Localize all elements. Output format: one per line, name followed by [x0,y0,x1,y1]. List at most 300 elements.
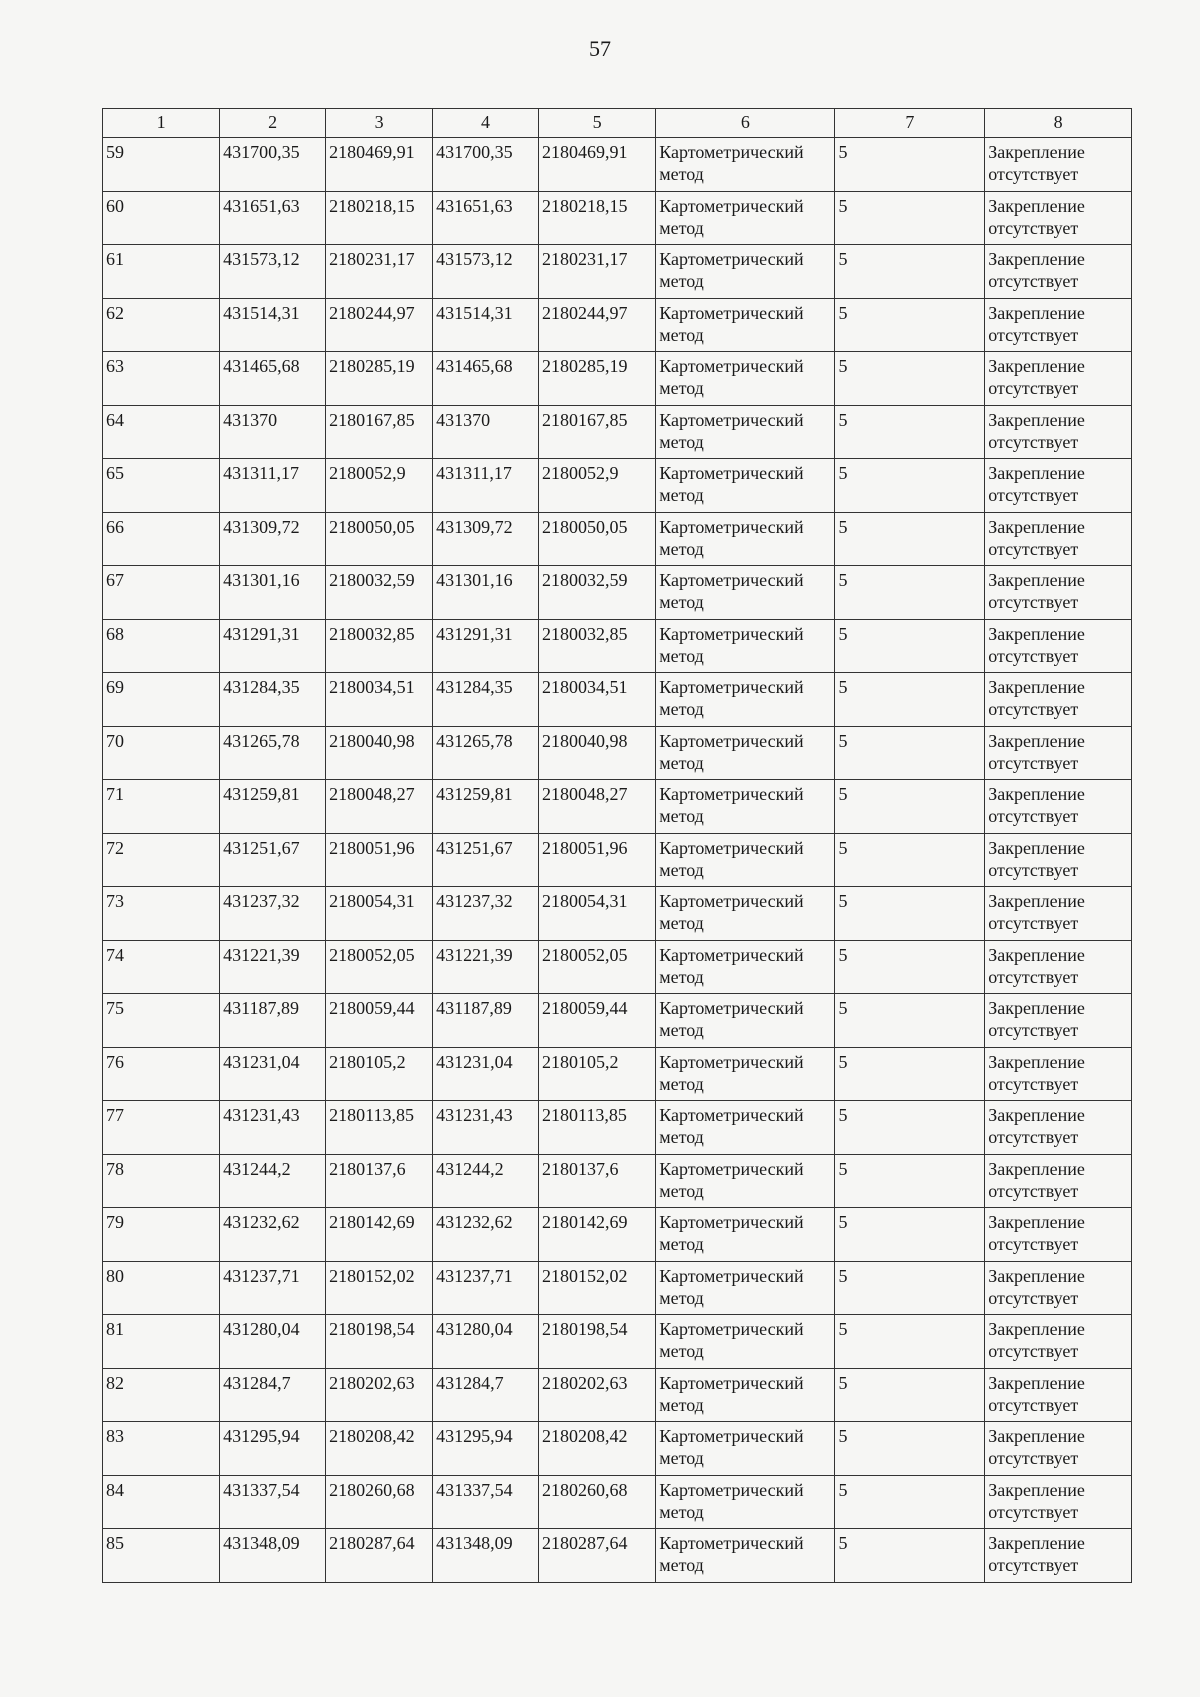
fixing-cell-text: Закрепление [988,516,1085,537]
method-cell-text: метод [659,324,704,345]
point-number-cell-text: 71 [106,784,124,804]
point-number-cell-text: 77 [106,1105,124,1125]
x-new-cell [433,1368,539,1422]
table-row [103,726,1132,780]
point-number-cell [103,1208,220,1262]
point-number-cell-text: 81 [106,1319,124,1339]
method-cell-text: Картометрический [659,784,804,804]
x-new-cell-text: 431295,94 [436,1426,513,1446]
fixing-cell-text: Закрепление [988,302,1085,323]
x-new-cell-text: 431284,35 [436,677,513,697]
x-old-cell-text: 431700,35 [223,142,300,162]
fixing-cell-text: отсутствует [988,271,1079,291]
method-cell [656,138,835,192]
fixing-cell-text: отсутствует [988,164,1079,184]
x-old-cell-text: 431265,78 [223,730,300,751]
x-new-cell [433,1422,539,1476]
y-new-cell-text: 2180244,97 [542,302,628,323]
y-old-cell-text: 2180051,96 [329,837,415,858]
accuracy-cell [835,1208,985,1262]
fixing-cell [985,191,1132,245]
fixing-cell [985,887,1132,941]
table-row [103,940,1132,994]
y-new-cell-text: 2180059,44 [542,998,628,1018]
fixing-cell-text: отсутствует [988,1448,1079,1468]
y-new-cell [539,245,656,299]
accuracy-cell [835,780,985,834]
x-new-cell [433,298,539,352]
x-old-cell-text: 431280,04 [223,1319,300,1339]
fixing-cell [985,1475,1132,1529]
x-old-cell-text: 431259,81 [223,784,300,804]
y-new-cell [539,512,656,566]
y-new-cell [539,994,656,1048]
method-cell [656,1101,835,1155]
method-cell [656,1047,835,1101]
method-cell [656,1154,835,1208]
method-cell-text: метод [659,217,704,238]
x-old-cell-text: 431311,17 [223,463,299,483]
fixing-cell [985,1154,1132,1208]
accuracy-cell [835,726,985,780]
x-new-cell-text: 431231,04 [436,1051,513,1072]
column-header: 6 [656,109,835,138]
accuracy-cell [835,1368,985,1422]
accuracy-cell [835,352,985,406]
x-old-cell [220,887,326,941]
y-new-cell-text: 2180051,96 [542,837,628,858]
x-old-cell [220,994,326,1048]
x-old-cell-text: 431514,31 [223,302,300,323]
fixing-cell-text: отсутствует [988,592,1079,612]
y-old-cell-text: 2180032,85 [329,623,415,644]
fixing-cell-text: Закрепление [988,570,1085,590]
method-cell-text: Картометрический [659,1051,804,1072]
accuracy-cell-text: 5 [838,1372,848,1393]
x-old-cell-text: 431309,72 [223,516,300,537]
accuracy-cell-text: 5 [838,570,848,590]
y-old-cell [326,459,433,513]
y-new-cell [539,619,656,673]
table-body [103,138,1132,1583]
x-old-cell [220,1422,326,1476]
y-new-cell-text: 2180105,2 [542,1051,619,1072]
x-new-cell [433,619,539,673]
fixing-cell [985,1422,1132,1476]
y-new-cell [539,940,656,994]
fixing-cell-text: Закрепление [988,784,1085,804]
method-cell [656,459,835,513]
table-row [103,887,1132,941]
x-old-cell-text: 431295,94 [223,1426,300,1446]
accuracy-cell-text: 5 [838,998,848,1018]
accuracy-cell [835,673,985,727]
x-new-cell [433,566,539,620]
accuracy-cell-text: 5 [838,463,848,483]
fixing-cell [985,405,1132,459]
fixing-cell [985,619,1132,673]
fixing-cell [985,512,1132,566]
accuracy-cell-text: 5 [838,1319,848,1339]
method-cell [656,1368,835,1422]
method-cell [656,1315,835,1369]
x-old-cell [220,1047,326,1101]
y-old-cell [326,566,433,620]
x-new-cell-text: 431280,04 [436,1319,513,1339]
accuracy-cell-text: 5 [838,784,848,804]
x-new-cell-text: 431337,54 [436,1479,513,1500]
method-cell-text: метод [659,1073,704,1094]
method-cell [656,726,835,780]
column-header: 8 [985,109,1132,138]
x-new-cell-text: 431348,09 [436,1533,513,1553]
accuracy-cell [835,1315,985,1369]
point-number-cell-text: 73 [106,891,124,911]
method-cell [656,994,835,1048]
fixing-cell-text: отсутствует [988,1180,1079,1201]
table-row [103,405,1132,459]
point-number-cell [103,1475,220,1529]
point-number-cell-text: 82 [106,1372,124,1393]
method-cell-text: Картометрический [659,1212,804,1232]
y-old-cell [326,1208,433,1262]
method-cell-text: метод [659,271,704,291]
accuracy-cell-text: 5 [838,1533,848,1553]
fixing-cell-text: Закрепление [988,1051,1085,1072]
x-new-cell [433,191,539,245]
x-old-cell-text: 431301,16 [223,570,300,590]
y-old-cell-text: 2180054,31 [329,891,415,911]
method-cell [656,298,835,352]
y-new-cell [539,352,656,406]
fixing-cell-text: отсутствует [988,645,1079,666]
point-number-cell-text: 65 [106,463,124,483]
fixing-cell-text: отсутствует [988,324,1079,345]
point-number-cell-text: 61 [106,249,124,269]
accuracy-cell [835,245,985,299]
point-number-cell-text: 79 [106,1212,124,1232]
point-number-cell [103,1529,220,1583]
method-cell-text: метод [659,1341,704,1361]
fixing-cell [985,298,1132,352]
table-row [103,780,1132,834]
table-row [103,1154,1132,1208]
x-old-cell [220,566,326,620]
y-new-cell-text: 2180052,05 [542,944,628,965]
fixing-cell [985,1315,1132,1369]
fixing-cell-text: Закрепление [988,1533,1085,1553]
method-cell [656,833,835,887]
x-new-cell [433,780,539,834]
point-number-cell [103,1315,220,1369]
method-cell-text: Картометрический [659,195,804,216]
fixing-cell-text: Закрепление [988,891,1085,911]
y-old-cell [326,833,433,887]
x-new-cell-text: 431370 [436,409,491,430]
table-row [103,619,1132,673]
y-new-cell-text: 2180287,64 [542,1533,628,1553]
table-row [103,1047,1132,1101]
x-old-cell [220,298,326,352]
y-old-cell-text: 2180231,17 [329,249,415,269]
accuracy-cell-text: 5 [838,944,848,965]
x-new-cell-text: 431573,12 [436,249,513,269]
fixing-cell-text: отсутствует [988,1341,1079,1361]
point-number-cell-text: 74 [106,944,124,965]
x-old-cell-text: 431237,32 [223,891,300,911]
table-row [103,1101,1132,1155]
y-old-cell [326,298,433,352]
fixing-cell-text: Закрепление [988,730,1085,751]
method-cell-text: Картометрический [659,623,804,644]
table-row [103,245,1132,299]
fixing-cell-text: Закрепление [988,463,1085,483]
method-cell [656,1261,835,1315]
x-old-cell [220,619,326,673]
accuracy-cell-text: 5 [838,1212,848,1232]
y-old-cell-text: 2180287,64 [329,1533,415,1553]
fixing-cell-text: отсутствует [988,1394,1079,1415]
fixing-cell-text: Закрепление [988,409,1085,430]
fixing-cell-text: Закрепление [988,837,1085,858]
y-new-cell-text: 2180052,9 [542,463,619,483]
y-old-cell-text: 2180208,42 [329,1426,415,1446]
fixing-cell [985,459,1132,513]
fixing-cell-text: отсутствует [988,1073,1079,1094]
fixing-cell [985,1261,1132,1315]
y-old-cell [326,619,433,673]
method-cell-text: Картометрический [659,302,804,323]
y-new-cell-text: 2180208,42 [542,1426,628,1446]
accuracy-cell [835,459,985,513]
point-number-cell [103,1154,220,1208]
y-new-cell-text: 2180231,17 [542,249,628,269]
point-number-cell [103,566,220,620]
fixing-cell [985,780,1132,834]
method-cell-text: Картометрический [659,1265,804,1286]
x-old-cell [220,191,326,245]
y-old-cell-text: 2180137,6 [329,1158,406,1179]
coordinates-table-container [102,108,1132,1583]
x-new-cell-text: 431514,31 [436,302,513,323]
method-cell-text: метод [659,538,704,559]
x-new-cell [433,512,539,566]
fixing-cell-text: отсутствует [988,752,1079,773]
y-new-cell [539,405,656,459]
method-cell [656,405,835,459]
fixing-cell-text: отсутствует [988,966,1079,987]
accuracy-cell [835,619,985,673]
table-row [103,512,1132,566]
point-number-cell [103,833,220,887]
x-new-cell [433,887,539,941]
fixing-cell-text: Закрепление [988,1105,1085,1125]
method-cell-text: Картометрический [659,1372,804,1393]
method-cell-text: метод [659,1555,704,1575]
fixing-cell-text: Закрепление [988,1319,1085,1339]
y-new-cell [539,1315,656,1369]
method-cell-text: Картометрический [659,409,804,430]
point-number-cell [103,405,220,459]
method-cell-text: Картометрический [659,1479,804,1500]
y-new-cell-text: 2180167,85 [542,409,628,430]
y-new-cell-text: 2180469,91 [542,142,628,162]
method-cell-text: метод [659,966,704,987]
y-new-cell-text: 2180142,69 [542,1212,628,1232]
column-header: 7 [835,109,985,138]
point-number-cell-text: 85 [106,1533,124,1553]
y-new-cell-text: 2180152,02 [542,1265,628,1286]
fixing-cell [985,994,1132,1048]
y-old-cell-text: 2180050,05 [329,516,415,537]
accuracy-cell [835,1047,985,1101]
accuracy-cell [835,1422,985,1476]
fixing-cell [985,352,1132,406]
point-number-cell-text: 60 [106,195,124,216]
x-old-cell [220,138,326,192]
method-cell [656,887,835,941]
point-number-cell [103,352,220,406]
y-old-cell-text: 2180469,91 [329,142,415,162]
method-cell-text: Картометрический [659,1158,804,1179]
x-old-cell [220,245,326,299]
table-row [103,1529,1132,1583]
y-old-cell [326,994,433,1048]
fixing-cell-text: отсутствует [988,217,1079,238]
fixing-cell-text: отсутствует [988,431,1079,452]
y-old-cell [326,512,433,566]
y-old-cell [326,780,433,834]
table-row [103,191,1132,245]
y-old-cell-text: 2180285,19 [329,356,415,376]
method-cell-text: Картометрический [659,944,804,965]
method-cell-text: метод [659,1287,704,1308]
y-new-cell [539,459,656,513]
y-old-cell-text: 2180142,69 [329,1212,415,1232]
y-new-cell [539,138,656,192]
fixing-cell-text: отсутствует [988,806,1079,826]
x-old-cell-text: 431651,63 [223,195,300,216]
fixing-cell-text: отсутствует [988,378,1079,398]
x-old-cell [220,780,326,834]
table-row [103,138,1132,192]
fixing-cell-text: Закрепление [988,249,1085,269]
point-number-cell-text: 78 [106,1158,124,1179]
accuracy-cell-text: 5 [838,142,848,162]
y-new-cell-text: 2180054,31 [542,891,628,911]
y-old-cell [326,1101,433,1155]
x-old-cell-text: 431221,39 [223,944,300,965]
method-cell-text: метод [659,1020,704,1040]
y-new-cell [539,1101,656,1155]
x-new-cell-text: 431700,35 [436,142,513,162]
fixing-cell [985,726,1132,780]
fixing-cell-text: Закрепление [988,1426,1085,1446]
coordinates-table [102,108,1132,1583]
x-new-cell-text: 431231,43 [436,1105,513,1125]
x-new-cell-text: 431237,32 [436,891,513,911]
y-new-cell [539,1154,656,1208]
fixing-cell-text: Закрепление [988,1372,1085,1393]
y-old-cell-text: 2180244,97 [329,302,415,323]
method-cell-text: метод [659,485,704,505]
fixing-cell-text: Закрепление [988,142,1085,162]
x-new-cell-text: 431251,67 [436,837,513,858]
x-new-cell-text: 431244,2 [436,1158,504,1179]
fixing-cell-text: Закрепление [988,623,1085,644]
method-cell-text: метод [659,1501,704,1522]
method-cell-text: метод [659,913,704,933]
x-old-cell [220,1208,326,1262]
y-new-cell [539,1475,656,1529]
x-new-cell-text: 431284,7 [436,1372,504,1393]
x-old-cell [220,1368,326,1422]
table-row [103,1422,1132,1476]
column-header: 2 [220,109,326,138]
table-row [103,566,1132,620]
accuracy-cell-text: 5 [838,1051,848,1072]
y-new-cell [539,1261,656,1315]
method-cell-text: Картометрический [659,1105,804,1125]
accuracy-cell [835,138,985,192]
y-old-cell [326,673,433,727]
y-new-cell-text: 2180050,05 [542,516,628,537]
point-number-cell [103,1422,220,1476]
x-new-cell [433,1261,539,1315]
y-old-cell [326,726,433,780]
y-old-cell [326,1154,433,1208]
method-cell-text: метод [659,752,704,773]
x-old-cell [220,1261,326,1315]
x-new-cell [433,1047,539,1101]
fixing-cell [985,1047,1132,1101]
accuracy-cell [835,405,985,459]
x-old-cell [220,352,326,406]
x-old-cell-text: 431370 [223,409,278,430]
point-number-cell [103,940,220,994]
table-row [103,833,1132,887]
x-old-cell [220,512,326,566]
method-cell-text: метод [659,699,704,719]
point-number-cell [103,1368,220,1422]
method-cell-text: Картометрический [659,142,804,162]
y-new-cell-text: 2180285,19 [542,356,628,376]
x-new-cell [433,1208,539,1262]
column-header: 3 [326,109,433,138]
point-number-cell [103,619,220,673]
y-old-cell [326,191,433,245]
fixing-cell-text: отсутствует [988,1020,1079,1040]
point-number-cell [103,726,220,780]
method-cell-text: метод [659,1448,704,1468]
accuracy-cell [835,940,985,994]
fixing-cell-text: отсутствует [988,913,1079,933]
y-old-cell [326,1261,433,1315]
method-cell [656,1422,835,1476]
accuracy-cell [835,191,985,245]
y-new-cell [539,833,656,887]
x-old-cell [220,1529,326,1583]
y-new-cell [539,1047,656,1101]
point-number-cell-text: 75 [106,998,124,1018]
x-old-cell-text: 431284,35 [223,677,300,697]
method-cell [656,512,835,566]
method-cell-text: Картометрический [659,730,804,751]
point-number-cell [103,512,220,566]
x-new-cell-text: 431309,72 [436,516,513,537]
point-number-cell [103,780,220,834]
fixing-cell-text: отсутствует [988,859,1079,880]
